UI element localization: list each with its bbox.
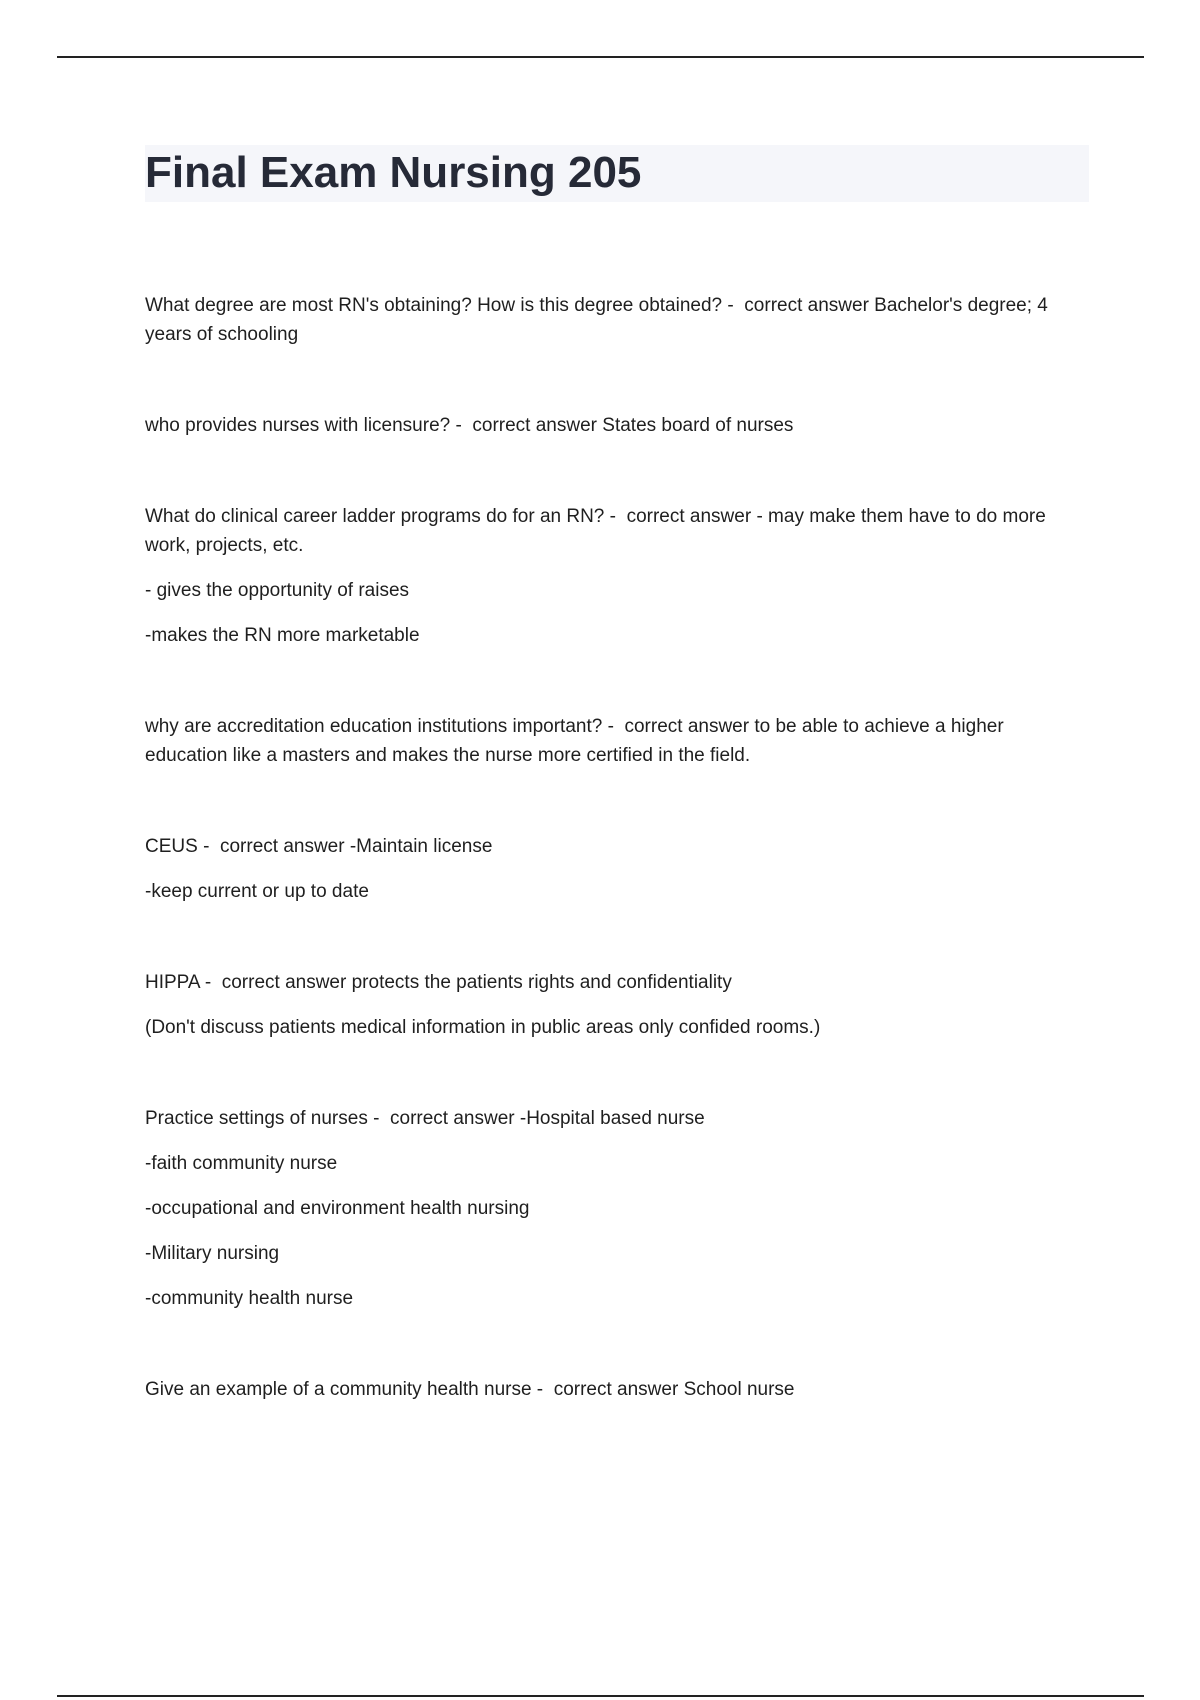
qa-first-line [145,968,1090,997]
answer-line: -makes the RN more marketable [145,625,420,646]
qa-first-line [145,411,1090,440]
answer-text: -Hospital based nurse [519,1108,705,1129]
question-text: Practice settings of nurses [145,1108,368,1129]
answer-label: correct answer [219,836,350,857]
answer-line: -occupational and environment health nursing [145,1198,530,1219]
separator: - [602,716,625,737]
answer-text: protects the patients rights and confidentiality [351,972,732,993]
qa-first-line [145,1375,1090,1404]
separator: - [604,506,627,527]
bottom-rule [57,1695,1144,1697]
qa-first-line [145,832,1090,861]
separator: - [531,1379,554,1400]
answer-line: - gives the opportunity of raises [145,580,410,601]
question-text: What degree are most RN's obtaining? How is this degree obtained? [145,295,723,316]
top-rule [57,56,1144,58]
answer-label: correct answer [390,1108,520,1129]
answer-label: correct answer [472,415,603,436]
separator: - [367,1108,390,1129]
answer-label: correct answer [626,506,757,527]
qa-first-line [145,502,1090,560]
qa-item [145,832,1090,906]
answer-text: - may make them have to do more work, projects, etc. [145,506,1046,556]
answer-text: Bachelor's degree; 4 years of schooling [145,295,1048,345]
separator: - [197,836,220,857]
qa-item [145,502,1090,650]
separator: - [450,415,473,436]
answer-line: -community health nurse [145,1288,354,1309]
answer-text: School nurse [683,1379,795,1400]
question-text: Give an example of a community health nurse [145,1379,532,1400]
question-text: why are accreditation education institutions important? [145,716,603,737]
answer-line: -Military nursing [145,1243,280,1264]
answer-text: States board of nurses [602,415,794,436]
answer-label: correct answer [744,295,875,316]
qa-list [145,291,1090,1466]
answer-label: correct answer [221,972,352,993]
answer-text: to be able to achieve a higher education like a masters and makes the nurse more certified in the field. [145,716,1004,766]
separator: - [722,295,745,316]
qa-item [145,291,1090,349]
qa-first-line [145,1104,1090,1133]
qa-item [145,1104,1090,1313]
question-text: CEUS [145,836,198,857]
answer-text: -Maintain license [349,836,493,857]
qa-item [145,1375,1090,1404]
answer-line: -faith community nurse [145,1153,338,1174]
qa-first-line [145,712,1090,770]
qa-item [145,712,1090,770]
qa-item [145,968,1090,1042]
question-text: What do clinical career ladder programs do for an RN? [145,506,605,527]
question-text: who provides nurses with licensure? [145,415,451,436]
page-title: Final Exam Nursing 205 [145,148,642,197]
answer-line: (Don't discuss patients medical information in public areas only confided rooms.) [145,1017,821,1038]
separator: - [199,972,222,993]
answer-label: correct answer [624,716,755,737]
qa-first-line [145,291,1090,349]
qa-item [145,411,1090,440]
answer-line: -keep current or up to date [145,881,369,902]
question-text: HIPPA [145,972,200,993]
answer-label: correct answer [553,1379,684,1400]
